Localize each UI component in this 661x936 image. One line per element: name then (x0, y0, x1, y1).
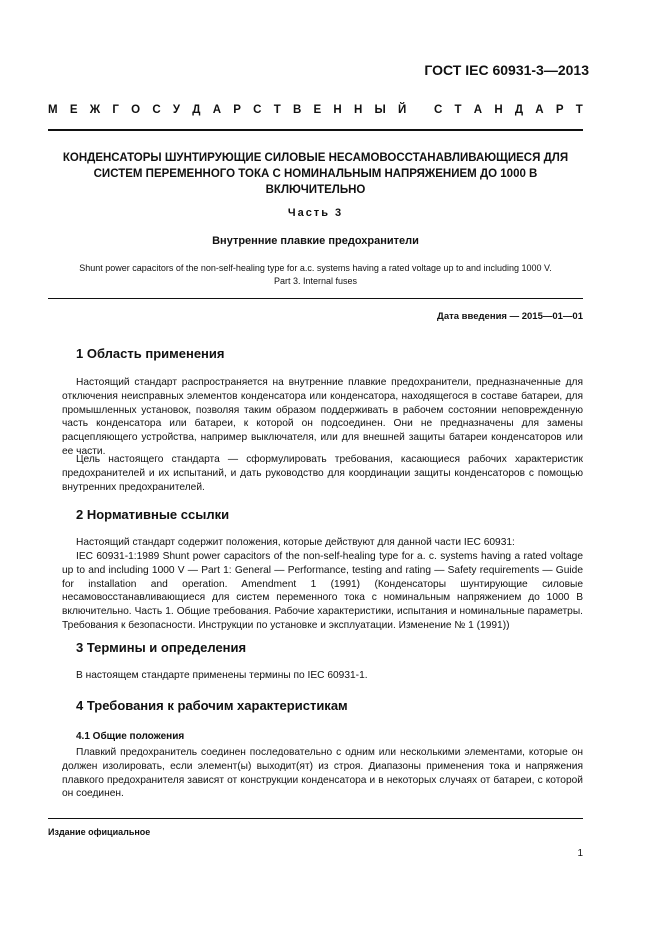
banner-letter: О (131, 104, 141, 116)
official-edition-label: Издание официальное (48, 827, 151, 837)
banner-letter: В (292, 104, 302, 116)
section-1-paragraph-1: Настоящий стандарт распространяется на внутренние плавкие предохранители, предназначенные для отключения неисправных элементов конденсатора или конденсатора, находящегося в составе батареи, для промышленных установок, позволяя таким образом поддерживать в рабочем состоянии неповрежденную часть конденсатора или батареи, к которой он подсоединен. Они не предназначены для замены расцепляющего устройства, например выключателя, или для внешней защиты батареи конденсаторов или ее части. (62, 377, 583, 457)
banner-letter: С (152, 104, 161, 116)
footer-divider (48, 818, 583, 819)
document-subtitle: Внутренние плавкие предохранители (212, 235, 419, 247)
banner-letter: Е (69, 104, 78, 116)
english-title-line-1: Shunt power capacitors of the non-self-healing type for a.c. systems having a rated voltage up to and including 1000 V. (79, 263, 552, 273)
banner-letter: Р (555, 104, 564, 116)
banner-letter: Е (313, 104, 322, 116)
banner-letter: Д (192, 104, 201, 116)
banner-letter: Т (575, 104, 583, 116)
page-number: 1 (577, 848, 583, 859)
section-3-heading: 3 Термины и определения (76, 640, 247, 655)
banner-letter (419, 104, 422, 116)
section-1-heading: 1 Область применения (76, 346, 225, 361)
part-label: Часть 3 (287, 207, 344, 219)
banner-letter: Н (494, 104, 503, 116)
banner-letter: Н (333, 104, 342, 116)
banner-letter: Н (353, 104, 363, 116)
section-2-paragraph-1: Настоящий стандарт содержит положения, которые действуют для данной части IEC 60931: (76, 537, 515, 548)
banner-letter: Д (514, 104, 524, 116)
banner-letter: Ы (374, 104, 386, 116)
banner-letter: Т (273, 104, 281, 116)
interstate-standard-banner (48, 104, 583, 116)
section-4-1-heading: 4.1 Общие положения (76, 731, 185, 742)
banner-letter: С (253, 104, 262, 116)
section-3-paragraph-1: В настоящем стандарте применены термины по IEC 60931-1. (76, 670, 368, 681)
banner-letter: Й (398, 104, 407, 116)
title-divider (48, 298, 583, 299)
document-title: КОНДЕНСАТОРЫ ШУНТИРУЮЩИЕ СИЛОВЫЕ НЕСАМОВОССТАНАВЛИВАЮЩИЕСЯ ДЛЯ СИСТЕМ ПЕРЕМЕННОГО ТОКА С НОМИНАЛЬНЫМ НАПРЯЖЕНИЕМ ДО 1000 В ВКЛЮЧИТЕЛЬНО (62, 152, 569, 196)
section-1-paragraph-2: Цель настоящего стандарта — сформулировать требования, касающиеся рабочих характеристик предохранителей и их испытаний, и дать руководство для координации защиты конденсаторов с помощью внутренних предохранителей. (62, 454, 583, 493)
english-title (48, 262, 583, 288)
banner-letter: С (433, 104, 443, 116)
section-2-heading: 2 Нормативные ссылки (76, 507, 230, 522)
effective-date: Дата введения — 2015—01—01 (437, 311, 583, 322)
section-4-1-paragraph-1: Плавкий предохранитель соединен последовательно с одним или несколькими элементами, которые он должен изолировать, если элемент(ы) выходит(ят) из строя. Диапазоны применения тока и напряжения плавкого предохранителя зависят от конструкции конденсатора и в некоторых случаях от батареи, с которой он соединен. (62, 747, 583, 800)
banner-letter: Т (454, 104, 462, 116)
banner-letter: А (535, 104, 544, 116)
banner-letter: Р (233, 104, 241, 116)
banner-letter: Ж (89, 104, 101, 116)
banner-letter: М (48, 104, 58, 116)
section-2-paragraph-2: IEC 60931-1:1989 Shunt power capacitors of the non-self-healing type for a. c. systems having a rated voltage up to and including 1000 V — Part 1: General — Performance, testing and rating — Safety requirements — Guide for installation and operation. Amendment 1 (1991) (Конденсаторы шунтирующие силовые несамовосстанавливающиеся для систем переменного тока с номинальным напряжением до 1000 В включительно. Часть 1. Общие требования. Рабочие характеристики, испытания и номинальные параметры. Требования к безопасности. Инструкции по установке и эксплуатации. Изменение № 1 (1991)) (62, 551, 583, 631)
banner-letter: А (473, 104, 483, 116)
document-number: ГОСТ IEC 60931-3—2013 (424, 62, 589, 78)
banner-letter: Г (112, 104, 119, 116)
banner-letter: У (172, 104, 181, 116)
section-4-heading: 4 Требования к рабочим характеристикам (76, 698, 348, 713)
english-title-line-2: Part 3. Internal fuses (273, 276, 358, 286)
banner-letter: А (212, 104, 222, 116)
top-divider (48, 129, 583, 131)
